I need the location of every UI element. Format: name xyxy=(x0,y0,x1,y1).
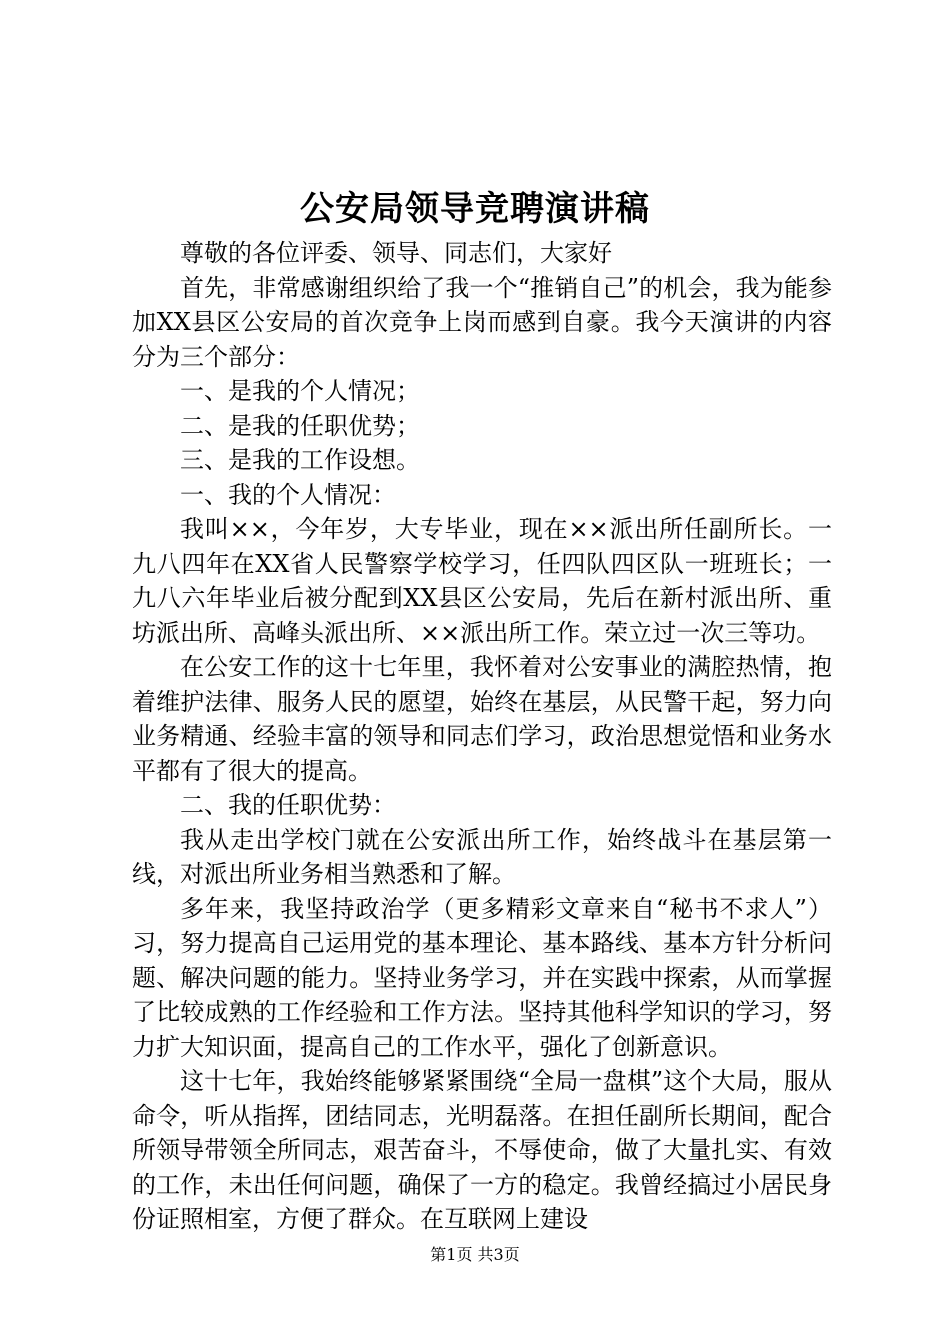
paragraph: 首先，非常感谢组织给了我一个“推销自己”的机会，我为能参加XX县区公安局的首次竞争上岗而感到自豪。我今天演讲的内容分为三个部分： xyxy=(132,273,832,371)
paragraph: 尊敬的各位评委、领导、同志们，大家好 xyxy=(180,239,612,267)
paragraph: 一、是我的个人情况； xyxy=(180,377,420,405)
paragraph: 三、是我的工作设想。 xyxy=(180,446,420,474)
paragraph: 多年来，我坚持政治学（更多精彩文章来自“秘书不求人”）习，努力提高自己运用党的基本理论、基本路线、基本方针分析问题、解决问题的能力。坚持业务学习，并在实践中探索，从而掌握了比较成熟的工作经验和工作方法。坚持其他科学知识的学习，努力扩大知识面，提高自己的工作水平，强化了创新意识。 xyxy=(132,894,832,1061)
paragraph: 我从走出学校门就在公安派出所工作，始终战斗在基层第一线，对派出所业务相当熟悉和了解。 xyxy=(132,825,832,888)
document-title: 公安局领导竞聘演讲稿 xyxy=(300,189,650,229)
paragraph: 二、我的任职优势： xyxy=(180,791,396,819)
document-body xyxy=(132,236,832,1237)
paragraph: 这十七年，我始终能够紧紧围绕“全局一盘棋”这个大局，服从命令，听从指挥，团结同志，光明磊落。在担任副所长期间，配合所领导带领全所同志，艰苦奋斗，不辱使命，做了大量扎实、有效的工作，未出任何问题，确保了一方的稳定。我曾经搞过小居民身份证照相室，方便了群众。在互联网上建设 xyxy=(132,1067,832,1233)
paragraph: 一、我的个人情况： xyxy=(180,480,396,509)
paragraph: 在公安工作的这十七年里，我怀着对公安事业的满腔热情，抱着维护法律、服务人民的愿望，始终在基层，从民警干起，努力向业务精通、经验丰富的领导和同志们学习，政治思想觉悟和业务水平都有了很大的提高。 xyxy=(132,653,832,785)
page-footer: 第1页 共3页 xyxy=(430,1245,520,1264)
paragraph: 二、是我的任职优势； xyxy=(180,411,420,440)
paragraph: 我叫××，今年岁，大专毕业，现在××派出所任副所长。一九八四年在XX省人民警察学校学习，任四队四区队一班班长；一九八六年毕业后被分配到XX县区公安局，先后在新村派出所、重坊派出所、高峰头派出所、××派出所工作。荣立过一次三等功。 xyxy=(132,515,832,647)
